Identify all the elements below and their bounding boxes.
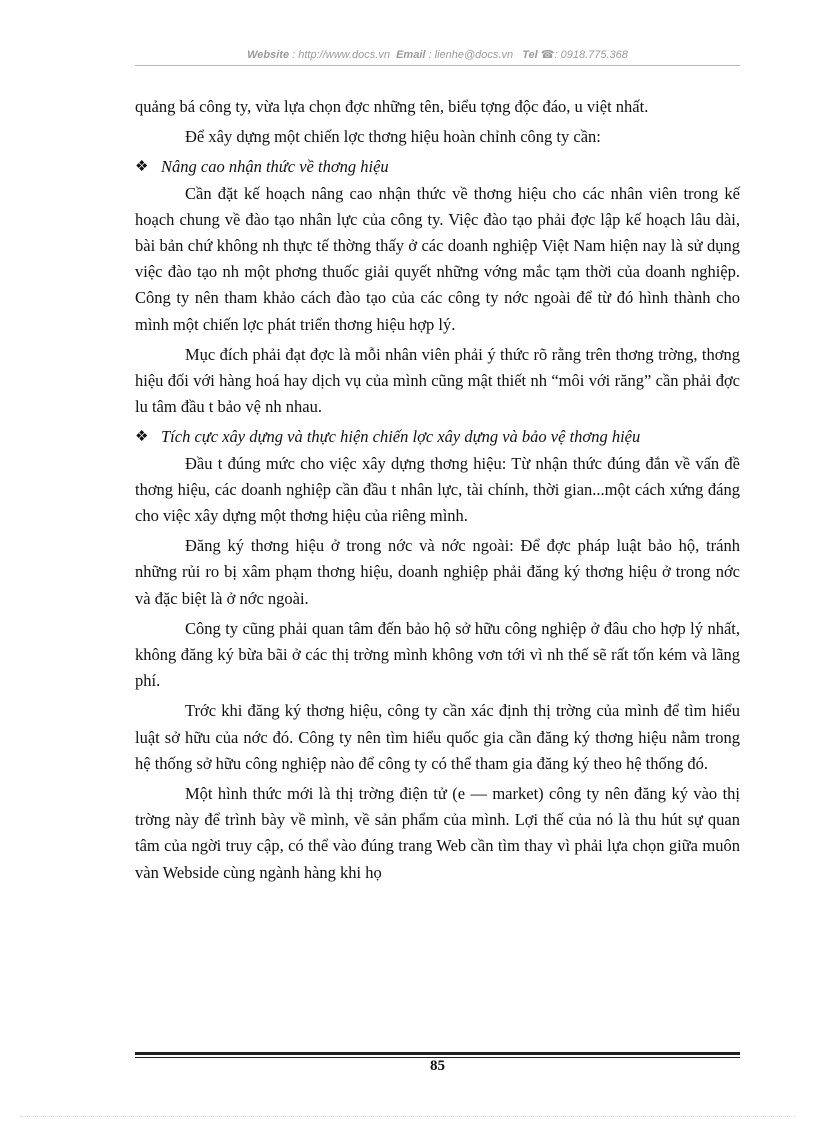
header-divider: [135, 65, 740, 66]
website-value: : http://www.docs.vn: [292, 49, 390, 61]
document-body: [135, 94, 740, 890]
paragraph-9: Một hình thức mới là thị trờng điện tử (e — market) công ty nên đăng ký vào thị trờng này để trình bày về mình, về sản phẩm của mình. Lợi thế của nó là thu hút sự quan tâm của ngời truy cập, có thể vào đúng trang Web cần tìm thay vì phải lựa chọn giữa muôn vàn Webside cùng ngành hàng khi họ: [135, 784, 740, 882]
diamond-bullet-icon: ❖: [135, 429, 149, 446]
website-label: Website: [247, 49, 290, 61]
email-label: Email: [396, 49, 426, 61]
paragraph-6: Đăng ký thơng hiệu ở trong nớc và nớc ngoài: Để đợc pháp luật bảo hộ, tránh những rủi ro bị xâm phạm thơng hiệu, doanh nghiệp phải đăng ký thơng hiệu ở trong nớc và đặc biệt là ở nớc ngoài.: [135, 536, 740, 608]
page-bottom-border: [20, 1116, 796, 1117]
paragraph-8: Trớc khi đăng ký thơng hiệu, công ty cần xác định thị trờng của mình để tìm hiểu luật sở hữu của nớc đó. Công ty nên tìm hiểu quốc gia cần đăng ký thơng hiệu nằm trong hệ thống sở hữu công nghiệp nào để công ty có thể tham gia đăng ký theo hệ thống đó.: [135, 701, 740, 773]
tel-value: ☎: 0918.775.368: [540, 49, 628, 61]
paragraph-1: quảng bá công ty, vừa lựa chọn đợc những tên, biểu tợng độc đáo, u việt nhất.: [135, 97, 649, 116]
page-number: 85: [430, 1058, 445, 1074]
footer-divider-thick: [135, 1052, 740, 1055]
tel-label: Tel: [522, 49, 538, 61]
section-heading-2-text: Tích cực xây dựng và thực hiện chiến lợc xây dựng và bảo vệ thơng hiệu: [161, 427, 641, 447]
section-heading-1: [135, 154, 740, 180]
paragraph-5: Đầu t đúng mức cho việc xây dựng thơng hiệu: Từ nhận thức đúng đắn về vấn đề thơng hiệu, các doanh nghiệp cần đầu t nhân lực, tài chính, thời gian...một cách xứng đáng cho việc xây dựng một thơng hiệu của riêng mình.: [135, 453, 740, 526]
diamond-bullet-icon: ❖: [135, 159, 149, 176]
paragraph-7: Công ty cũng phải quan tâm đến bảo hộ sở hữu công nghiệp ở đâu cho hợp lý nhất, không đăng ký bừa bãi ở các thị trờng mình không vơn tới vì nh thế sẽ rất tốn kém và lãng phí.: [135, 618, 740, 691]
section-heading-2: [135, 424, 740, 450]
paragraph-4: Mục đích phải đạt đợc là mỗi nhân viên phải ý thức rõ rằng trên thơng trờng, thơng hiệu đối với hàng hoá hay dịch vụ của mình cũng mật thiết nh “môi với răng” cần phải đợc lu tâm đầu t bảo vệ nh nhau.: [135, 344, 740, 417]
email-value: : lienhe@docs.vn: [428, 49, 514, 61]
paragraph-3: Cần đặt kế hoạch nâng cao nhận thức về thơng hiệu cho các nhân viên trong kế hoạch chung về đào tạo nhân lực của công ty. Việc đào tạo phải đợc lập kế hoạch lâu dài, bài bản chứ không nh thực tế thờng thấy ở các doanh nghiệp Việt Nam hiện nay là sử dụng việc đào tạo nh một phơng thuốc giải quyết những vớng mắc tạm thời của doanh nghiệp. Công ty nên tham khảo cách đào tạo của các công ty nớc ngoài để từ đó hình thành cho mình một chiến lợc phát triển thơng hiệu hợp lý.: [135, 183, 740, 334]
paragraph-2: Để xây dựng một chiến lợc thơng hiệu hoàn chỉnh công ty cần:: [185, 127, 601, 147]
section-heading-1-text: Nâng cao nhận thức về thơng hiệu: [161, 157, 389, 177]
page-header: [135, 48, 740, 61]
